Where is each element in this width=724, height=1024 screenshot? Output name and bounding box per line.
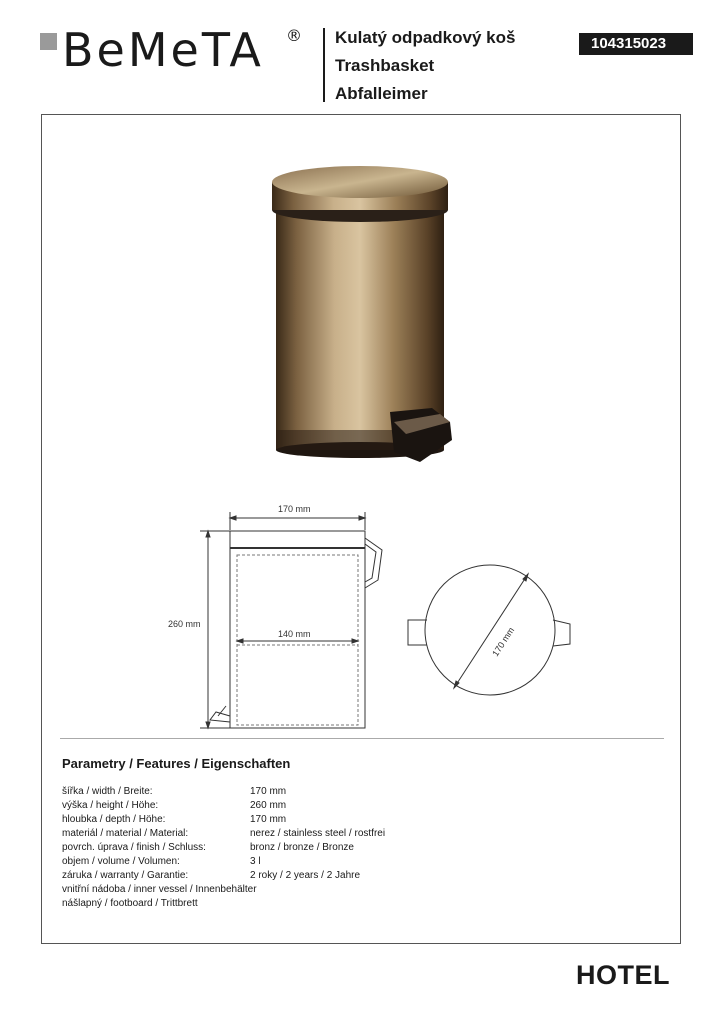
technical-drawing	[160, 500, 580, 740]
category-label: HOTEL	[576, 960, 670, 990]
spec-label: šířka / width / Breite:	[62, 786, 153, 797]
spec-label: záruka / warranty / Garantie:	[62, 870, 189, 881]
inner-width-dimension-label: 140 mm	[278, 629, 311, 639]
header-divider	[323, 28, 325, 102]
spec-row	[62, 841, 385, 855]
spec-row	[62, 869, 385, 883]
spec-label: objem / volume / Volumen:	[62, 856, 180, 867]
spec-row	[62, 883, 385, 897]
diameter-dimension-label: 170 mm	[490, 625, 517, 659]
width-dimension-label: 170 mm	[278, 504, 311, 514]
logo-square-icon	[40, 33, 57, 50]
logo-text: BeMeTA	[62, 23, 264, 77]
spec-label: výška / height / Höhe:	[62, 800, 159, 811]
spec-label: povrch. úprava / finish / Schluss:	[62, 842, 206, 853]
spec-value: 2 roky / 2 years / 2 Jahre	[250, 870, 361, 881]
title-german: Abfalleimer	[335, 84, 428, 103]
product-titles	[335, 24, 515, 108]
features-heading: Parametry / Features / Eigenschaften	[62, 756, 291, 771]
title-english: Trashbasket	[335, 56, 435, 75]
section-divider	[60, 738, 664, 739]
brand-logo	[40, 22, 310, 78]
product-photo	[262, 160, 462, 480]
spec-label: nášlapný / footboard / Trittbrett	[62, 898, 198, 909]
height-dimension-label: 260 mm	[168, 619, 201, 629]
spec-value: 260 mm	[250, 800, 287, 811]
spec-row	[62, 855, 385, 869]
spec-value: bronz / bronze / Bronze	[250, 842, 354, 853]
spec-row	[62, 813, 385, 827]
spec-row	[62, 897, 385, 911]
title-czech: Kulatý odpadkový koš	[335, 28, 516, 47]
spec-value: 3 l	[250, 856, 261, 867]
registered-mark: ®	[286, 26, 302, 45]
product-code-badge: 104315023	[579, 33, 693, 55]
spec-row	[62, 785, 385, 799]
spec-label: materiál / material / Material:	[62, 828, 189, 839]
features-list	[62, 785, 385, 911]
spec-value: nerez / stainless steel / rostfrei	[250, 828, 386, 839]
spec-label: hloubka / depth / Höhe:	[62, 814, 166, 825]
spec-row	[62, 799, 385, 813]
spec-row	[62, 827, 385, 841]
spec-value: 170 mm	[250, 814, 287, 825]
spec-label: vnitřní nádoba / inner vessel / Innenbehälter	[62, 884, 257, 895]
spec-value: 170 mm	[250, 786, 287, 797]
